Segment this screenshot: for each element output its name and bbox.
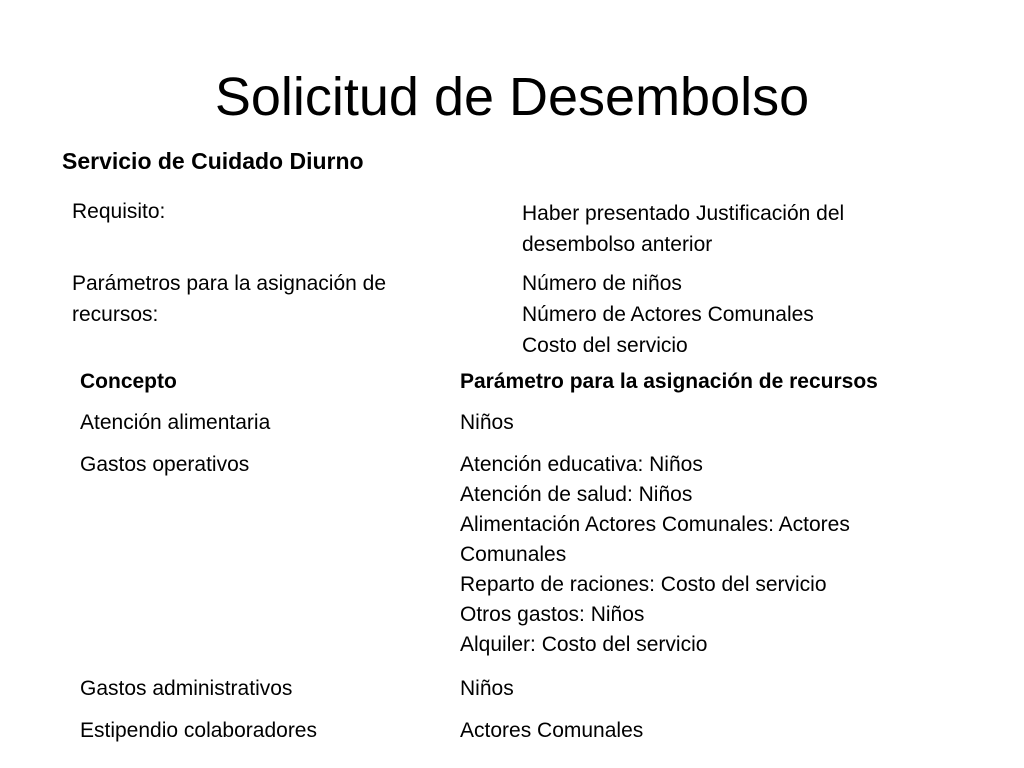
- requirement-value-line: Haber presentado Justificación del: [522, 202, 845, 225]
- table-cell-parameter-line: Comunales: [460, 543, 567, 566]
- requirement-value-line: desembolso anterior: [522, 233, 713, 256]
- table-cell-parameter-line: Reparto de raciones: Costo del servicio: [460, 573, 827, 596]
- table-cell-parameter-line: Niños: [460, 411, 514, 434]
- table-cell-parameter: [460, 408, 514, 438]
- table-header-parameter: Parámetro para la asignación de recursos: [460, 370, 878, 393]
- table-cell-concept: Gastos administrativos: [80, 677, 293, 700]
- table-header-concept: Concepto: [80, 370, 177, 393]
- section-subtitle: Servicio de Cuidado Diurno: [62, 148, 364, 174]
- table-cell-parameter-line: Otros gastos: Niños: [460, 603, 645, 626]
- table-cell-concept: Estipendio colaboradores: [80, 719, 317, 742]
- table-cell-parameter-line: Niños: [460, 677, 514, 700]
- slide-title: Solicitud de Desembolso: [214, 67, 810, 127]
- table-cell-parameter-line: Atención educativa: Niños: [460, 453, 703, 476]
- table-cell-parameter-line: Atención de salud: Niños: [460, 483, 693, 506]
- parameters-label-line: Parámetros para la asignación de: [72, 272, 387, 295]
- table-cell-parameter-line: Alimentación Actores Comunales: Actores: [460, 513, 850, 536]
- table-cell-parameter: [460, 716, 643, 746]
- parameters-label: [72, 268, 386, 330]
- parameters-value-line: Número de Actores Comunales: [522, 303, 814, 326]
- table-cell-parameter: [460, 450, 850, 660]
- parameters-label-line: recursos:: [72, 303, 159, 326]
- parameters-value-line: Costo del servicio: [522, 334, 688, 357]
- parameters-value-line: Número de niños: [522, 272, 682, 295]
- parameters-value: [522, 268, 814, 361]
- table-cell-parameter-line: Actores Comunales: [460, 719, 644, 742]
- requirement-value: [522, 196, 844, 260]
- requirement-label: Requisito:: [72, 200, 166, 223]
- table-cell-parameter-line: Alquiler: Costo del servicio: [460, 633, 708, 656]
- table-cell-concept: Gastos operativos: [80, 453, 250, 476]
- table-cell-concept: Atención alimentaria: [80, 411, 271, 434]
- table-cell-parameter: [460, 674, 514, 704]
